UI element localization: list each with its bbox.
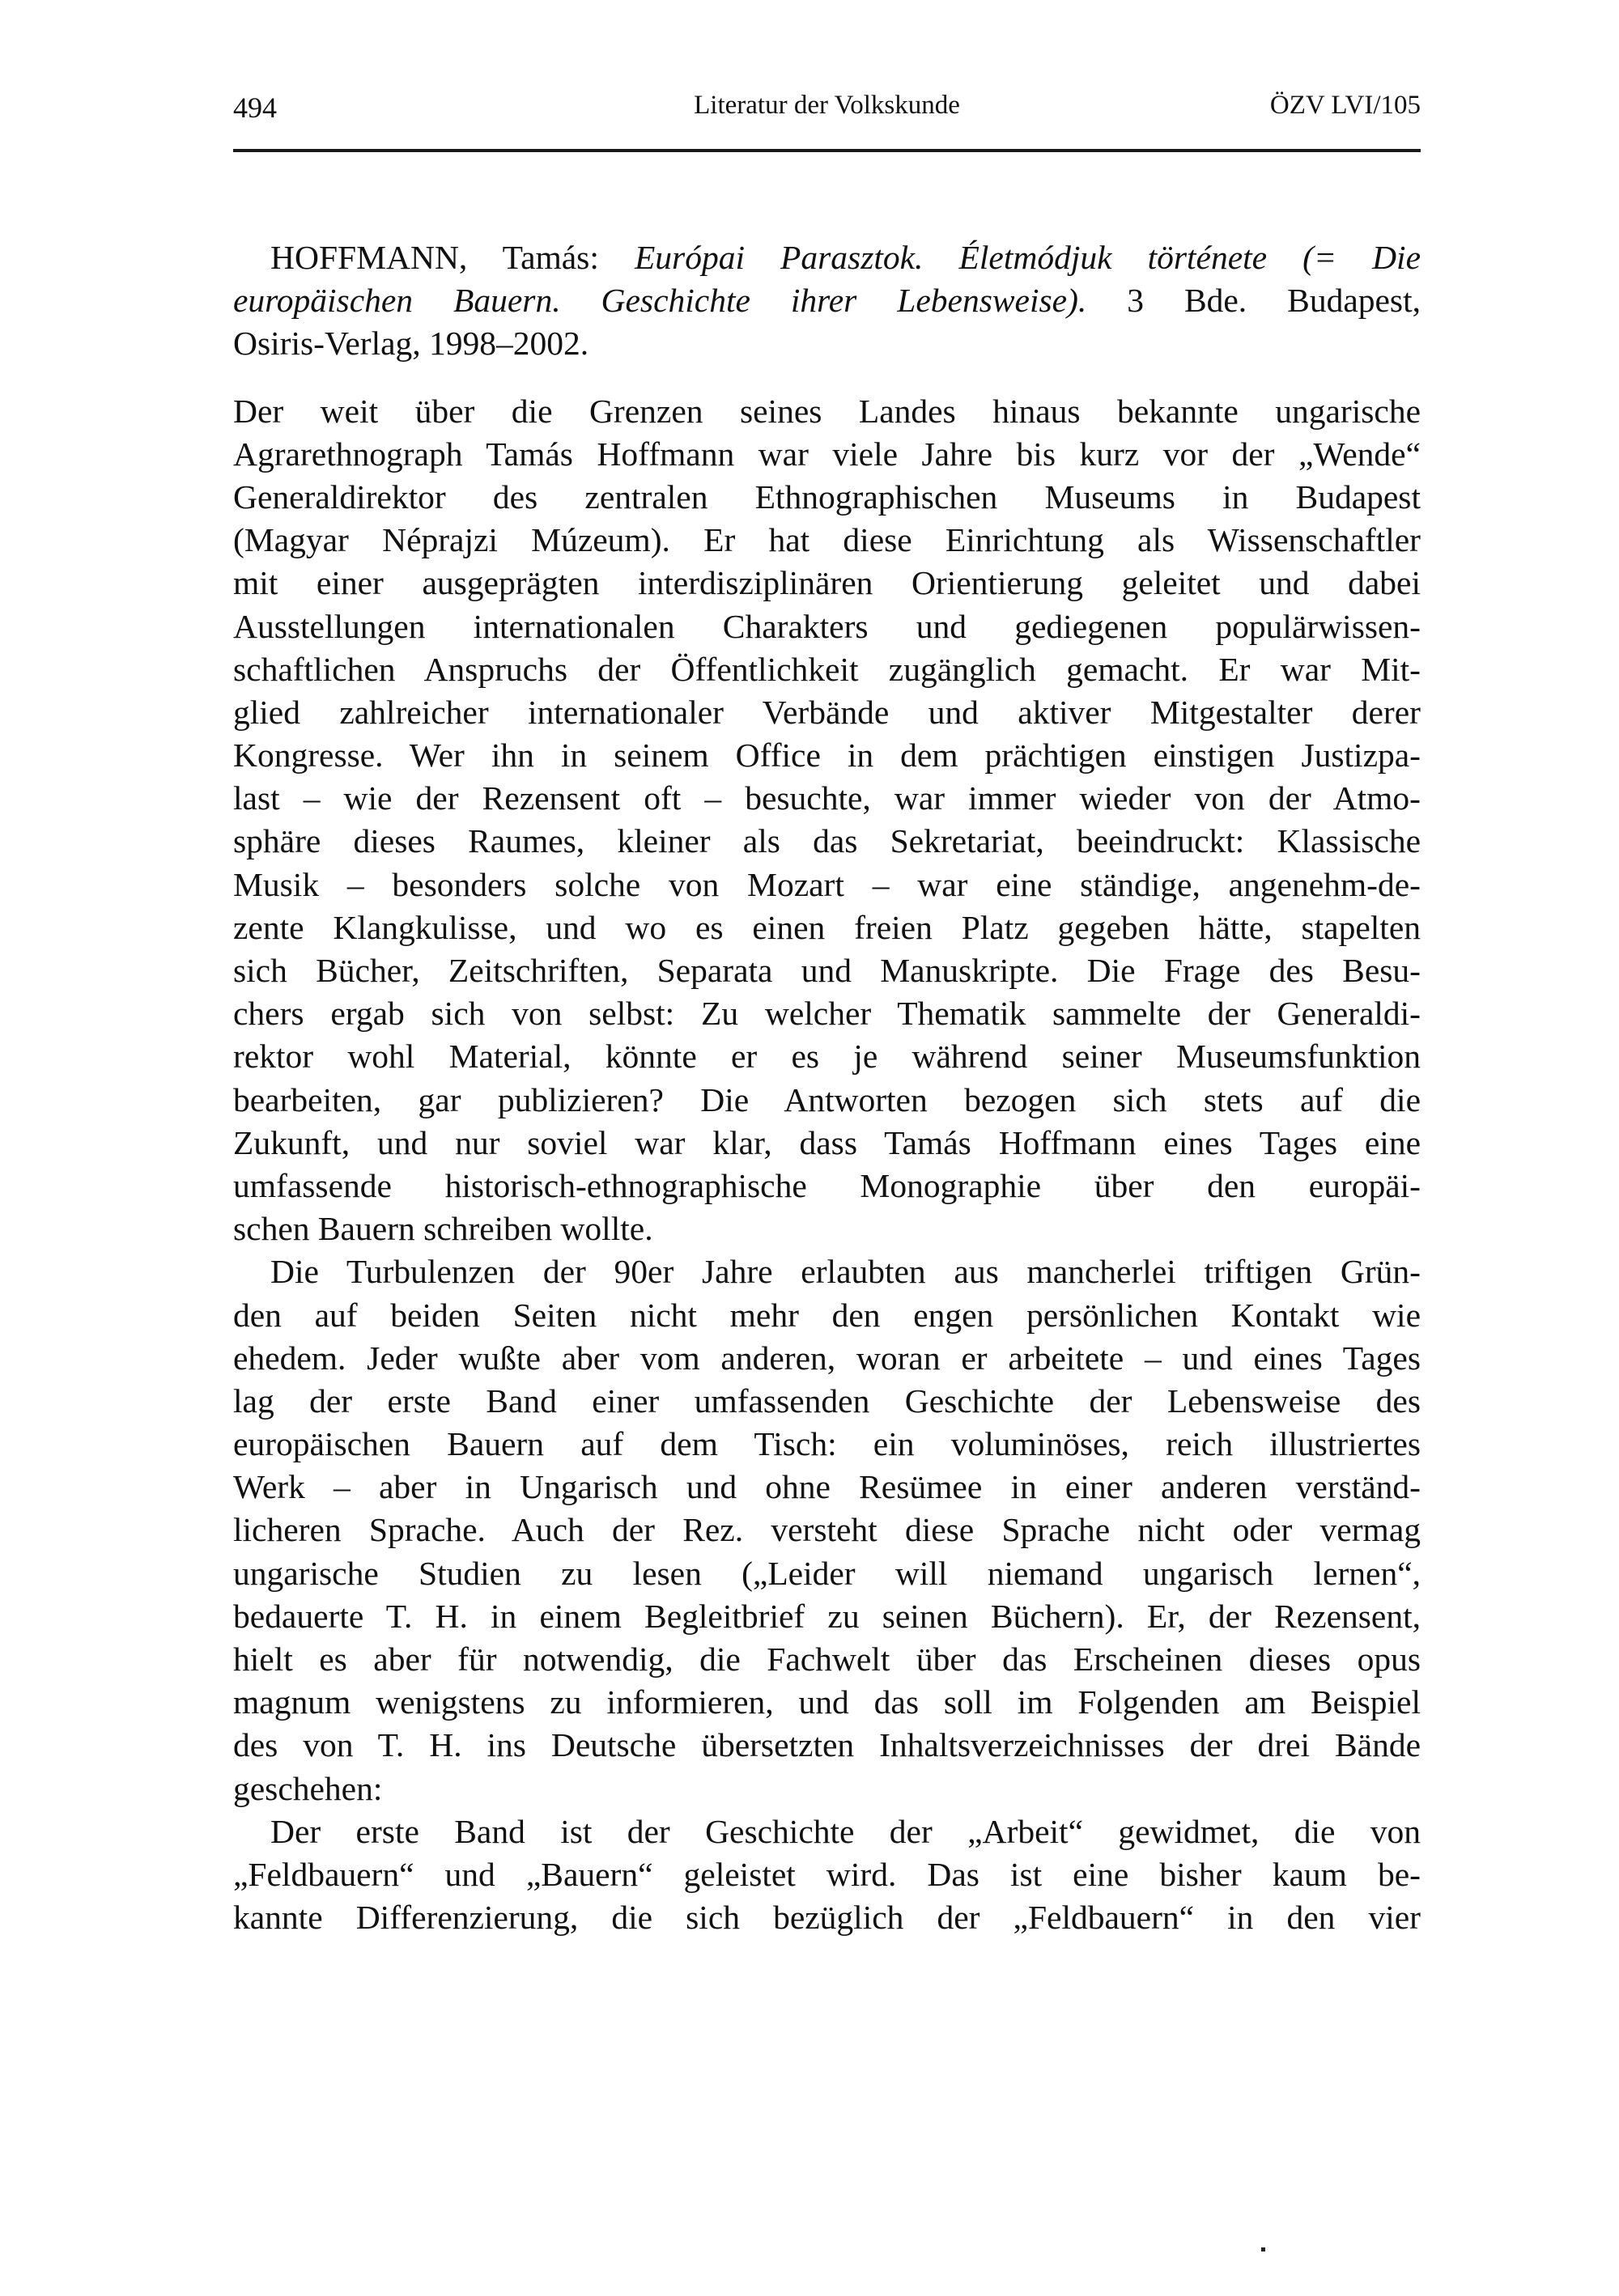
citation-title-text: Európai Parasztok. Életmódjuk története (= Die — [634, 239, 1421, 276]
text-line: mit einer ausgeprägten interdisziplinären Orientierung geleitet und dabei — [233, 564, 1421, 602]
text-line: hielt es aber für notwendig, die Fachwelt über das Erscheinen dieses opus — [233, 1640, 1421, 1678]
text-line: bearbeiten, gar publizieren? Die Antworten bezogen sich stets auf die — [233, 1080, 1421, 1118]
text-line: Werk – aber in Ungarisch und ohne Resümee in einer anderen verständ- — [233, 1468, 1421, 1506]
citation-text: 3 Bde. Budapest, — [1086, 282, 1421, 320]
text-line: sphäre dieses Raumes, kleiner als das Sekretariat, beeindruckt: Klassische — [233, 822, 1421, 860]
citation-line — [233, 279, 1421, 322]
text-line: Agrarethnograph Tamás Hoffmann war viele Jahre bis kurz vor der „Wende“ — [233, 435, 1421, 473]
text-line: „Feldbauern“ und „Bauern“ geleistet wird. Das ist eine bisher kaum be- — [233, 1855, 1421, 1893]
scan-speck — [1261, 2247, 1265, 2251]
text-line: chers ergab sich von selbst: Zu welcher Thematik sammelte der Generaldi- — [233, 995, 1421, 1033]
text-line: Kongresse. Wer ihn in seinem Office in dem prächtigen einstigen Justizpa- — [233, 736, 1421, 775]
text-line: Der weit über die Grenzen seines Landes hinaus bekannte ungarische — [233, 392, 1421, 430]
citation-line — [233, 236, 1421, 279]
text-line: umfassende historisch-ethnographische Monographie über den europäi- — [233, 1166, 1421, 1204]
text-line: licheren Sprache. Auch der Rez. versteht diese Sprache nicht oder vermag — [233, 1511, 1421, 1549]
header-rule — [233, 149, 1421, 152]
citation-text: HOFFMANN, Tamás: — [270, 239, 635, 276]
journal-reference: ÖZV LVI/105 — [1269, 91, 1421, 120]
paragraph — [233, 390, 1421, 1251]
text-line: europäischen Bauern auf dem Tisch: ein voluminöses, reich illustriertes — [233, 1425, 1421, 1463]
text-line: des von T. H. ins Deutsche übersetzten Inhaltsverzeichnisses der drei Bände — [233, 1726, 1421, 1764]
review-paragraphs — [233, 390, 1421, 1940]
text-line: zente Klangkulisse, und wo es einen freien Platz gegeben hätte, stapelten — [233, 908, 1421, 946]
text-line: Der erste Band ist der Geschichte der „Arbeit“ gewidmet, die von — [270, 1812, 1421, 1850]
text-line: glied zahlreicher internationaler Verbände und aktiver Mitgestalter derer — [233, 693, 1421, 731]
paragraph — [233, 1810, 1421, 1940]
text-line: ehedem. Jeder wußte aber vom anderen, woran er arbeitete – und eines Tages — [233, 1339, 1421, 1377]
text-line: Zukunft, und nur soviel war klar, dass Tamás Hoffmann eines Tages eine — [233, 1123, 1421, 1161]
text-line: Ausstellungen internationalen Charakters und gediegenen populärwissen- — [233, 607, 1421, 645]
page-number: 494 — [233, 91, 277, 124]
text-line: schaftlichen Anspruchs der Öffentlichkeit zugänglich gemacht. Er war Mit- — [233, 650, 1421, 688]
text-line: den auf beiden Seiten nicht mehr den engen persönlichen Kontakt wie — [233, 1296, 1421, 1334]
text-line: kannte Differenzierung, die sich bezüglich der „Feldbauern“ in den vier — [233, 1899, 1421, 1937]
citation-line — [233, 322, 1421, 365]
text-line: rektor wohl Material, könnte er es je während seiner Museumsfunktion — [233, 1038, 1421, 1076]
text-line: ungarische Studien zu lesen („Leider will niemand ungarisch lernen“, — [233, 1554, 1421, 1592]
text-line: sich Bücher, Zeitschriften, Separata und Manuskripte. Die Frage des Besu- — [233, 952, 1421, 989]
paragraph-gap — [233, 366, 1421, 390]
text-line: last – wie der Rezensent oft – besuchte, war immer wieder von der Atmo- — [233, 779, 1421, 817]
text-line: Musik – besonders solche von Mozart – war eine ständige, angenehm-de- — [233, 865, 1421, 903]
text-line: magnum wenigstens zu informieren, und das soll im Folgenden am Beispiel — [233, 1683, 1421, 1721]
text-line: Die Turbulenzen der 90er Jahre erlaubten aus mancherlei triftigen Grün- — [270, 1253, 1421, 1291]
article-body — [233, 236, 1421, 1939]
text-line: bedauerte T. H. in einem Begleitbrief zu seinen Büchern). Er, der Rezensent, — [233, 1597, 1421, 1635]
citation-text: Osiris-Verlag, 1998–2002. — [233, 325, 589, 363]
text-line: schen Bauern schreiben wollte. — [233, 1210, 653, 1248]
book-citation — [233, 236, 1421, 366]
running-head — [233, 91, 1421, 131]
text-line: geschehen: — [233, 1769, 383, 1807]
text-line: (Magyar Néprajzi Múzeum). Er hat diese Einrichtung als Wissenschaftler — [233, 521, 1421, 559]
text-line: Generaldirektor des zentralen Ethnographischen Museums in Budapest — [233, 477, 1421, 516]
section-title: Literatur der Volkskunde — [694, 91, 960, 120]
text-line: lag der erste Band einer umfassenden Geschichte der Lebensweise des — [233, 1381, 1421, 1420]
citation-title-text: europäischen Bauern. Geschichte ihrer Lebensweise). — [233, 282, 1087, 320]
paragraph — [233, 1250, 1421, 1810]
